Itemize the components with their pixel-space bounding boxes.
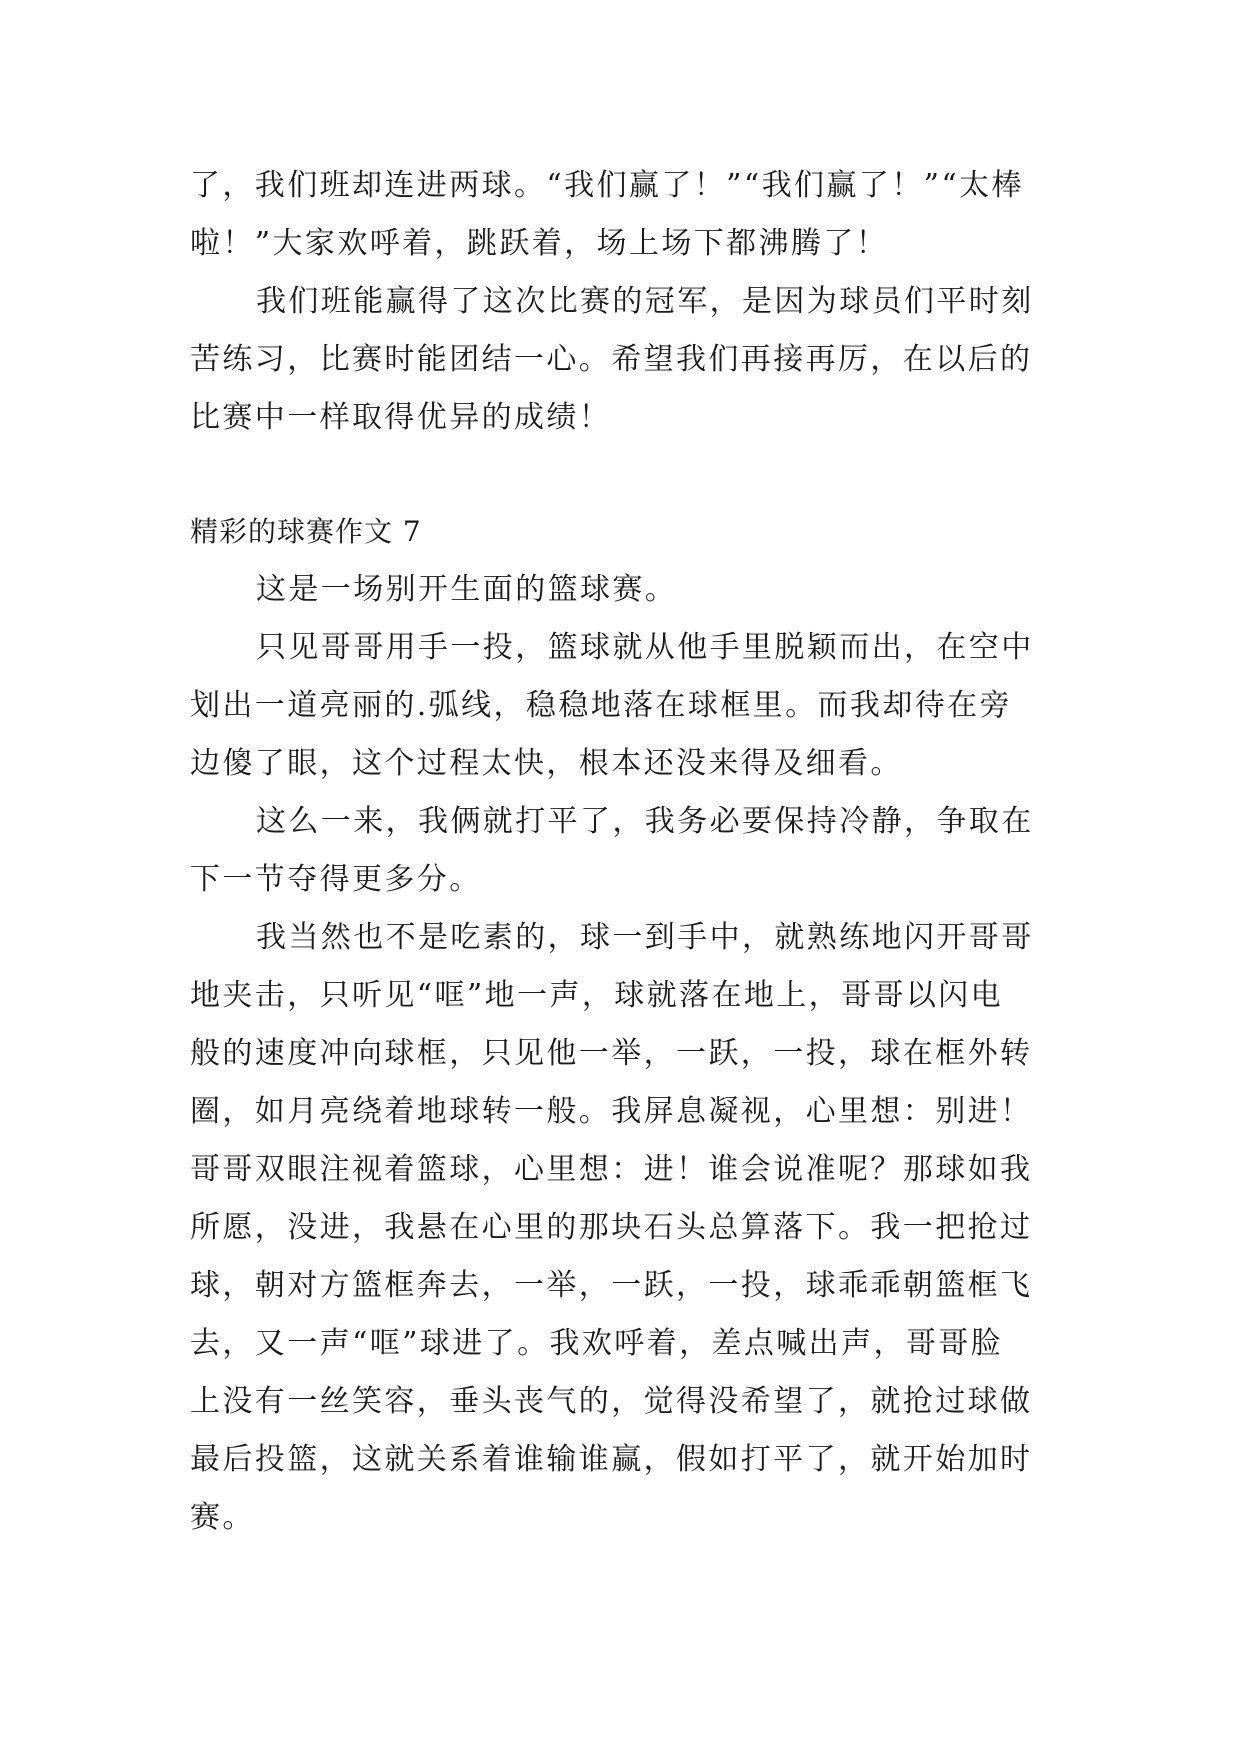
- text-line: 苦练习，比赛时能团结一心。希望我们再接再厉，在以后的: [190, 342, 1033, 377]
- text-line: 去，又一声“哐”球进了。我欢呼着，差点喊出声，哥哥脸: [190, 1326, 1004, 1361]
- text-line: 这么一来，我俩就打平了，我务必要保持冷静，争取在: [256, 804, 1034, 839]
- text-line: 这是一场别开生面的篮球赛。: [256, 572, 678, 607]
- text-line: 比赛中一样取得优异的成绩！: [190, 400, 612, 435]
- text-line: 哥哥双眼注视着篮球，心里想：进！谁会说准呢？那球如我: [190, 1152, 1033, 1187]
- text-line: 地夹击，只听见“哐”地一声，球就落在地上，哥哥以闪电: [190, 978, 1004, 1013]
- text-line: 下一节夺得更多分。: [190, 862, 482, 897]
- text-line: 我当然也不是吃素的，球一到手中，就熟练地闪开哥哥: [256, 920, 1034, 955]
- text-line: 球，朝对方篮框奔去，一举，一跃，一投，球乖乖朝篮框飞: [190, 1268, 1033, 1303]
- text-line: 上没有一丝笑容，垂头丧气的，觉得没希望了，就抢过球做: [190, 1384, 1033, 1419]
- text-line: 最后投篮，这就关系着谁输谁赢，假如打平了，就开始加时: [190, 1442, 1033, 1477]
- text-line: 赛。: [190, 1500, 255, 1535]
- text-line: 我们班能赢得了这次比赛的冠军，是因为球员们平时刻: [256, 284, 1034, 319]
- text-line: 所愿，没进，我悬在心里的那块石头总算落下。我一把抢过: [190, 1210, 1033, 1245]
- text-line: 啦！”大家欢呼着，跳跃着，场上场下都沸腾了！: [190, 226, 889, 261]
- text-line: 圈，如月亮绕着地球转一般。我屏息凝视，心里想：别进！: [190, 1094, 1033, 1129]
- text-line: 划出一道亮丽的.弧线，稳稳地落在球框里。而我却待在旁: [190, 688, 1012, 723]
- text-line: 边傻了眼，这个过程太快，根本还没来得及细看。: [190, 746, 903, 781]
- text-line: 只见哥哥用手一投，篮球就从他手里脱颖而出，在空中: [256, 630, 1034, 665]
- essay-title: 精彩的球赛作文 7: [190, 515, 422, 548]
- text-line: 般的速度冲向球框，只见他一举，一跃，一投，球在框外转: [190, 1036, 1033, 1071]
- text-line: 了，我们班却连进两球。“我们赢了！”“我们赢了！”“太棒: [190, 168, 1024, 203]
